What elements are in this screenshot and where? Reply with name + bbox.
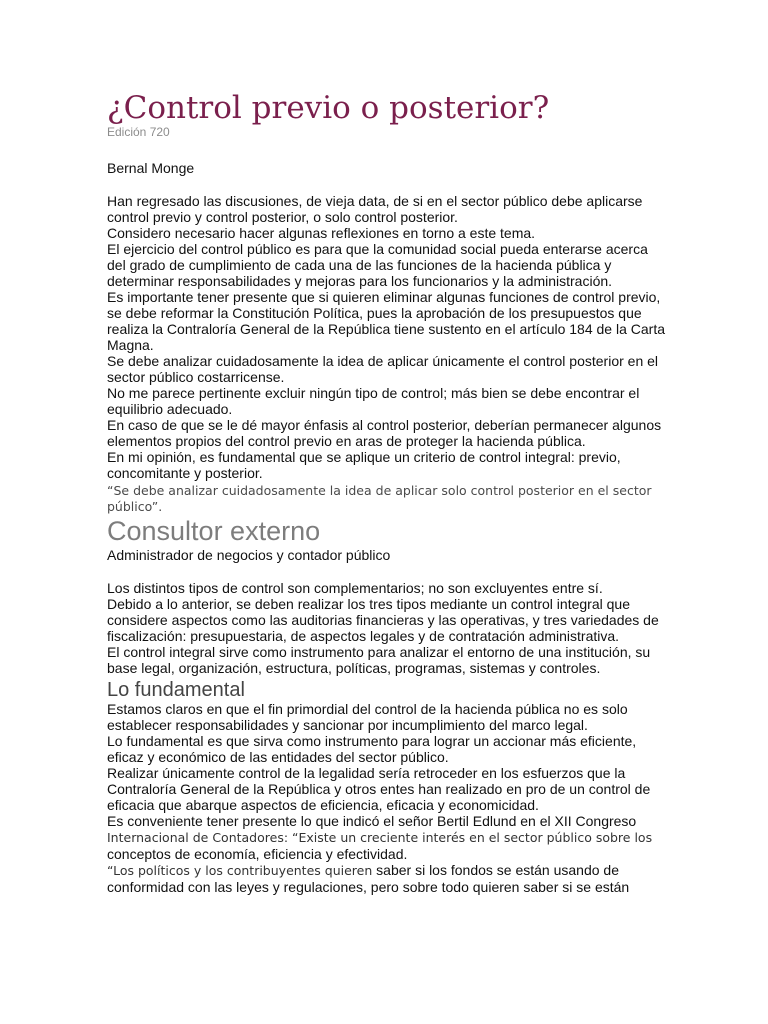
text-fragment: saber si los fondos se están usando de [372, 862, 619, 878]
section-1 [107, 580, 667, 676]
paragraph: En caso de que se le dé mayor énfasis al control posterior, deberían permanecer algunos elementos propios del control previo en aras de proteger la hacienda pública. [107, 417, 662, 449]
paragraph-mixed [107, 862, 667, 879]
pull-quote: “Se debe analizar cuidadosamente la idea de aplicar solo control posterior en el sector público”. [107, 483, 652, 514]
paragraph: Lo fundamental es que sirva como instrumento para lograr un accionar más eficiente, eficaz y económico de las entidades del sector público. [107, 733, 637, 765]
intro-section [107, 193, 667, 514]
section-heading-lo-fundamental: Lo fundamental [107, 679, 245, 701]
paragraph: Los distintos tipos de control son complementarios; no son excluyentes entre sí. [107, 580, 603, 596]
paragraph: No me parece pertinente excluir ningún tipo de control; más bien se debe encontrar el equilibrio adecuado. [107, 385, 640, 417]
paragraph: Estamos claros en que el fin primordial del control de la hacienda pública no es solo establecer responsabilidades y sancionar por incumplimiento del marco legal. [107, 701, 628, 733]
paragraph: Es importante tener presente que si quieren eliminar algunas funciones de control previo, se debe reformar la Constitución Política, pues la aprobación de los presupuestos que realiza la Contraloría General de la República tiene sustento en el artículo 184 de la Carta Magna. [107, 289, 665, 353]
paragraph: Debido a lo anterior, se deben realizar los tres tipos mediante un control integral que considere aspectos como las auditorias financieras y las operativas, y tres variedades de fiscalización: presupuestaria, de aspectos legales y de contratación administrativa. [107, 596, 659, 644]
paragraph: En mi opinión, es fundamental que se aplique un criterio de control integral: previo, concomitante y posterior. [107, 449, 621, 481]
paragraph: El control integral sirve como instrumento para analizar el entorno de una institución, su base legal, organización, estructura, políticas, programas, sistemas y controles. [107, 644, 651, 676]
author-name: Bernal Monge [107, 160, 195, 176]
paragraph: El ejercicio del control público es para que la comunidad social pueda enterarse acerca del grado de cumplimiento de cada una de las funciones de la hacienda pública y determinar responsabilidades y mejoras para los funcionarios y la administración. [107, 241, 648, 289]
paragraph: Han regresado las discusiones, de vieja data, de si en el sector público debe aplicarse control previo y control posterior, o solo control posterior. [107, 193, 643, 225]
section-2 [107, 701, 667, 895]
paragraph: Es conveniente tener presente lo que indicó el señor Bertil Edlund en el XII Congreso [107, 813, 637, 829]
author-role-subtitle: Administrador de negocios y contador público [107, 547, 391, 563]
paragraph: conceptos de economía, eficiencia y efectividad. [107, 846, 408, 862]
author-role-heading: Consultor externo [107, 516, 321, 546]
paragraph: Realizar únicamente control de la legalidad sería retroceder en los esfuerzos que la Contraloría General de la República y otros entes han realizado en pro de un control de eficacia que abarque aspectos de eficiencia, eficacia y economicidad. [107, 765, 651, 813]
edition-label: Edición 720 [107, 125, 170, 139]
quote-fragment: “Los políticos y los contribuyentes quieren [107, 863, 373, 878]
paragraph: Considero necesario hacer algunas reflexiones en torno a este tema. [107, 225, 536, 241]
article-body [107, 88, 667, 895]
paragraph: Se debe analizar cuidadosamente la idea de aplicar únicamente el control posterior en el sector público costarricense. [107, 353, 659, 385]
article-title: ¿Control previo o posterior? [107, 90, 550, 126]
paragraph: conformidad con las leyes y regulaciones, pero sobre todo quieren saber si se están [107, 879, 630, 895]
paragraph-mixed [107, 829, 667, 846]
quote-fragment: Internacional de Contadores: “Existe un creciente interés en el sector público sobre los [107, 830, 653, 845]
